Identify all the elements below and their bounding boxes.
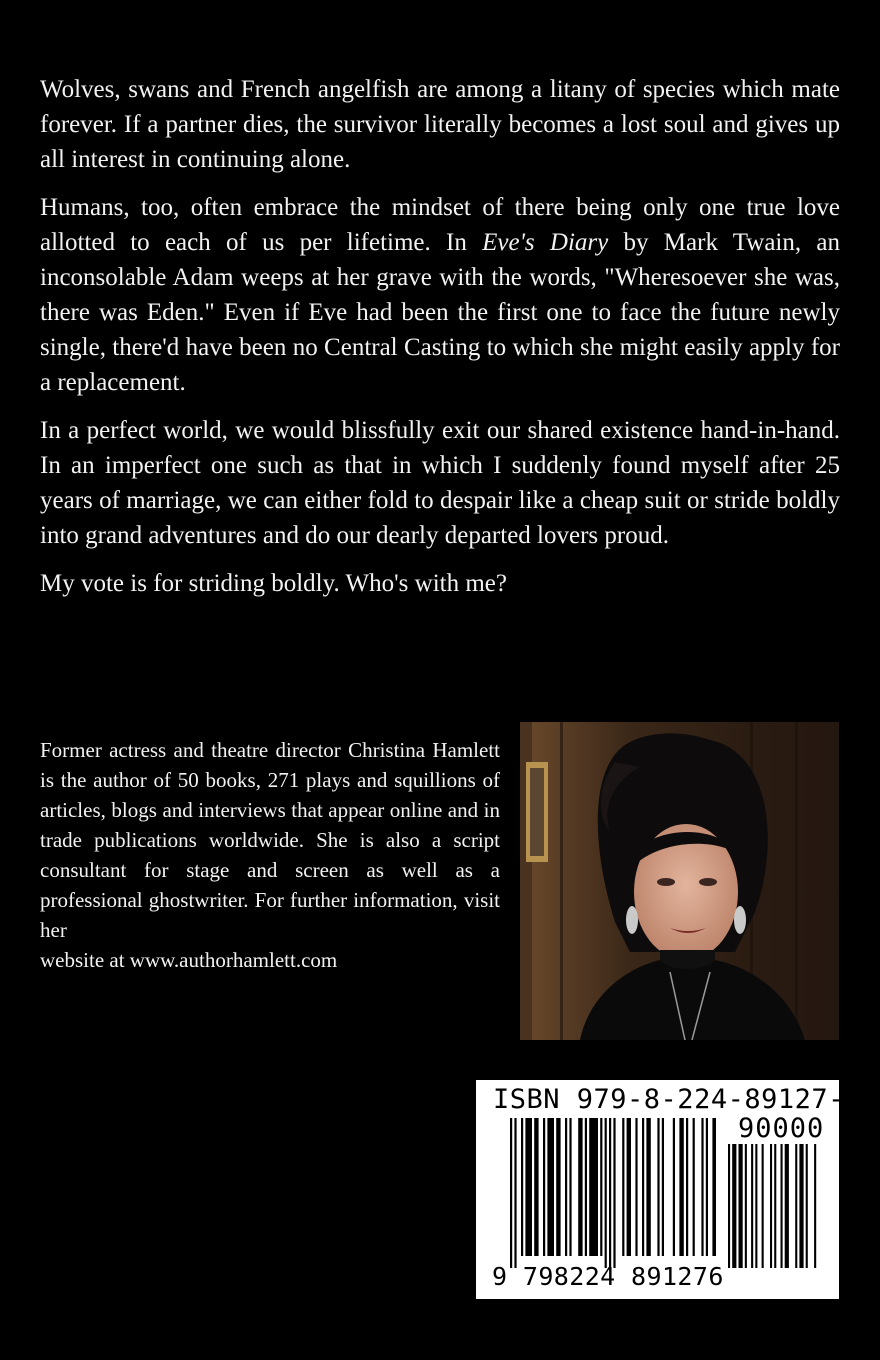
blurb-paragraph-3: In a perfect world, we would blissfully exit our shared existence hand-in-hand. In an imperfect one such as that in which I suddenly found myself after 25 years of marriage, we can either fold to despair like a cheap suit or stride boldly into grand adventures and do our dearly departed lovers proud.	[40, 417, 840, 549]
back-cover-blurb	[40, 72, 840, 614]
author-photo	[520, 722, 839, 1040]
isbn-label: ISBN 979-8-224-89127-6	[493, 1084, 862, 1115]
addon-bars	[728, 1144, 824, 1268]
ean13-bars	[510, 1118, 716, 1268]
blurb-paragraph-1: Wolves, swans and French angelfish are among a litany of species which mate forever. If a partner dies, the survivor literally becomes a lost soul and gives up all interest in continuing alone.	[40, 76, 840, 173]
ean-digits: 9 798224 891276	[492, 1262, 724, 1291]
book-title-reference: Eve's Diary	[482, 229, 609, 256]
blurb-paragraph-2	[40, 190, 840, 400]
isbn-barcode	[476, 1080, 862, 1299]
blurb-paragraph-4: My vote is for striding boldly. Who's with me?	[40, 570, 507, 597]
author-bio-text: Former actress and theatre director Christina Hamlett is the author of 50 books, 271 plays and squillions of articles, blogs and interviews that appear online and in trade publications worldwide. She is also a script consultant for stage and screen as well as a professional ghostwriter. For further information, visit her	[40, 738, 500, 942]
blurb-paragraph-2-rest: by Mark Twain, an inconsolable Adam weeps at her grave with the words, "Wheresoever she was, there was Eden." Even if Eve had been the first one to face the future newly single, there'd have been no Central Casting to which she might easily apply for a replacement.	[40, 229, 840, 396]
blurb-paragraph-2-intro: Humans, too, often embrace the mindset of there being only one true love allotted to each of us per lifetime. In	[40, 194, 840, 256]
author-bio	[40, 735, 500, 975]
author-website: website at www.authorhamlett.com	[40, 948, 338, 972]
price-code: 90000	[738, 1113, 825, 1144]
